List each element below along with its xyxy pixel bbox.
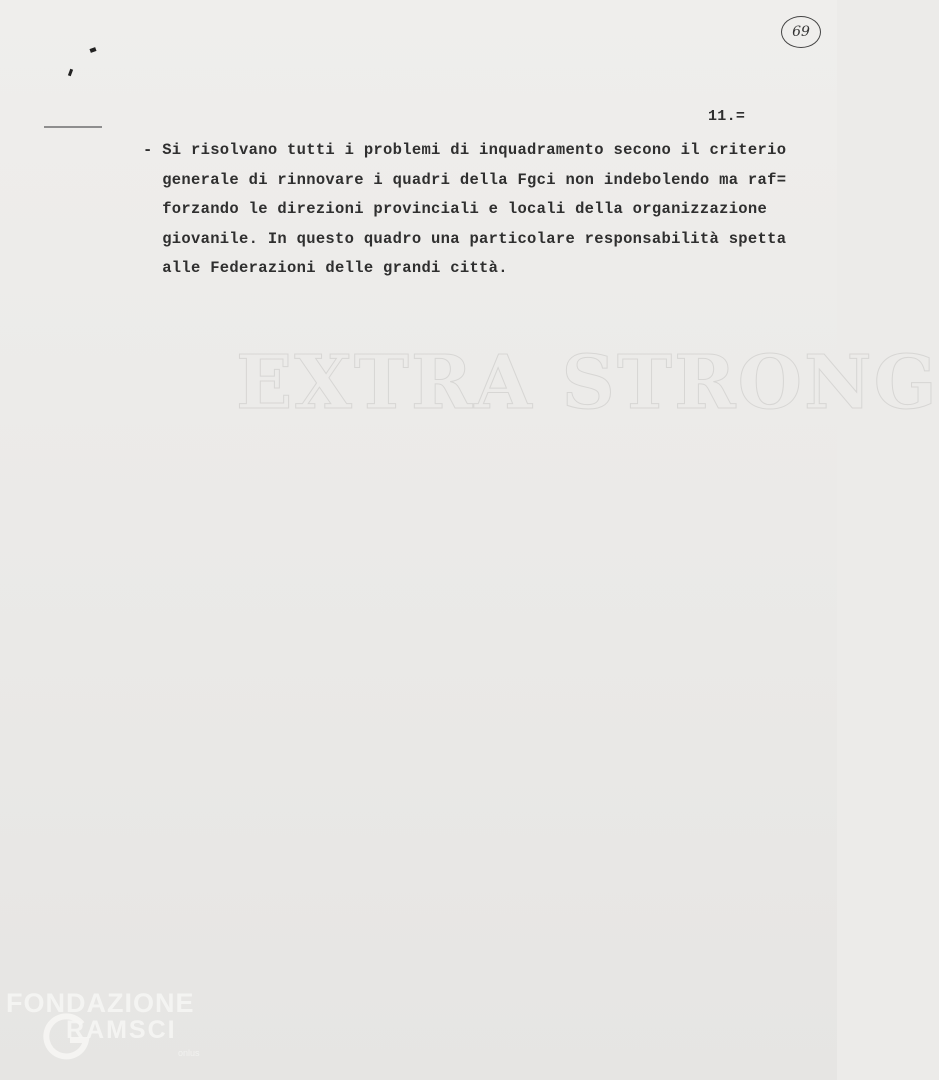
- margin-mark: [44, 126, 102, 128]
- paper-watermark: EXTRA STRONG: [236, 340, 939, 426]
- logo-line2: RAMSCI: [66, 1016, 177, 1044]
- typed-paragraph: [143, 136, 823, 284]
- paragraph-line: giovanile. In questo quadro una particolare responsabilità spetta: [143, 229, 787, 248]
- logo-line1: FONDAZIONE: [6, 988, 195, 1018]
- page-number: 11.=: [708, 108, 746, 125]
- archive-number-circle: [781, 16, 821, 48]
- paragraph-line: alle Federazioni delle grandi città.: [143, 259, 508, 277]
- paragraph-line: - Si risolvano tutti i problemi di inquadramento secono il criterio: [143, 141, 787, 159]
- fondazione-gramsci-logo: [6, 988, 216, 1068]
- archive-number: 69: [792, 24, 810, 40]
- ink-speck: [68, 69, 73, 77]
- logo-sub: onlus: [178, 1048, 200, 1058]
- paragraph-line: generale di rinnovare i quadri della Fgci non indebolendo ma raf=: [143, 170, 787, 189]
- paragraph-line: forzando le direzioni provinciali e locali della organizzazione: [143, 200, 768, 218]
- ink-speck: [89, 47, 96, 53]
